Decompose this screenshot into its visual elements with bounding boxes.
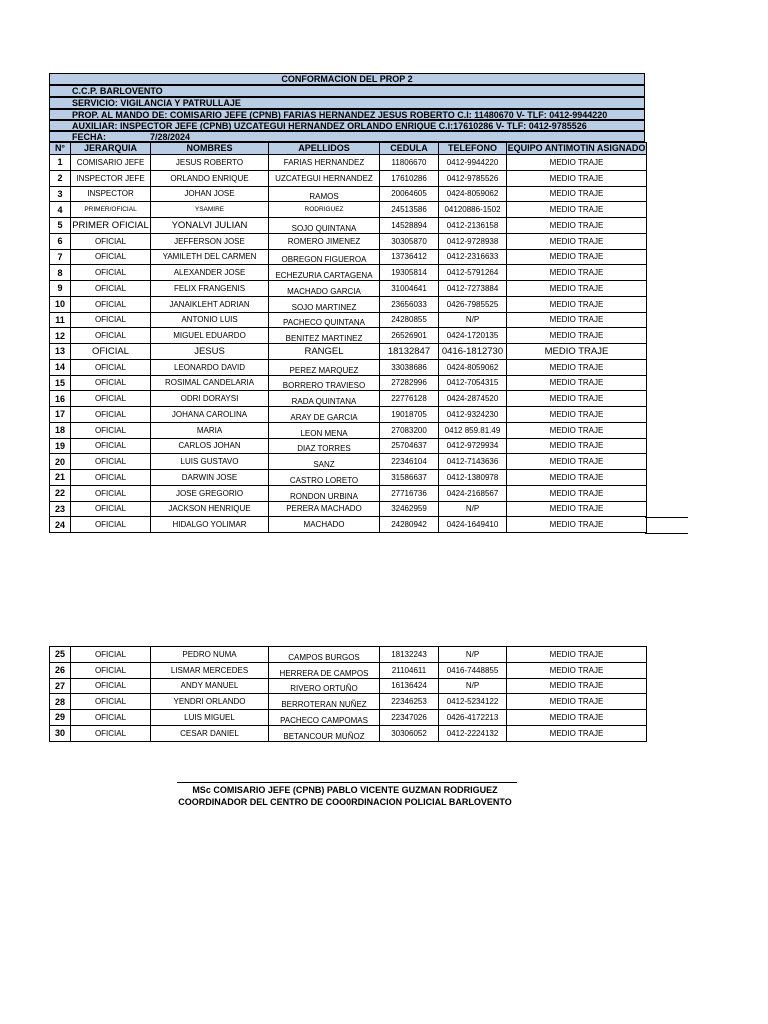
table-row	[50, 647, 647, 663]
cell-rank: OFICIAL	[71, 407, 151, 423]
cell-names: LEONARDO DAVID	[151, 359, 269, 375]
signature-line	[177, 782, 517, 783]
cell-surnames: SANZ	[269, 454, 380, 470]
table-row	[50, 186, 647, 202]
cell-rank: OFICIAL	[71, 296, 151, 312]
col-header-surnames: APELLIDOS	[269, 143, 380, 155]
cell-rank: OFICIAL	[71, 501, 151, 517]
cell-phone: 0424-2168567	[439, 485, 507, 501]
table-row	[50, 422, 647, 438]
col-header-phone: TELEFONO	[439, 143, 507, 155]
cell-phone: 0412-1380978	[439, 470, 507, 486]
cell-surnames: SOJO MARTINEZ	[269, 296, 380, 312]
cell-names: CESAR DANIEL	[151, 725, 269, 741]
table-row	[50, 312, 647, 328]
cell-surnames: PEREZ MARQUEZ	[269, 359, 380, 375]
cell-rank: OFICIAL	[71, 344, 151, 360]
cell-rank: OFICIAL	[71, 710, 151, 726]
cell-rank: COMISARIO JEFE	[71, 155, 151, 171]
cell-rank: OFICIAL	[71, 281, 151, 297]
date-value: 7/28/2024	[150, 132, 191, 142]
cell-equipment: MEDIO TRAJE	[507, 170, 647, 186]
cell-rank: OFICIAL	[71, 517, 151, 533]
cell-rank: OFICIAL	[71, 678, 151, 694]
cell-id: 19305814	[380, 265, 439, 281]
table-row	[50, 470, 647, 486]
cell-surnames: RONDON URBINA	[269, 485, 380, 501]
cell-phone: 0412-9785526	[439, 170, 507, 186]
cell-equipment: MEDIO TRAJE	[507, 517, 647, 533]
cell-names: JOHAN JOSE	[151, 186, 269, 202]
cell-surnames: BENITEZ MARTINEZ	[269, 328, 380, 344]
cell-number: 12	[50, 328, 71, 344]
roster-table	[49, 142, 647, 533]
cell-number: 11	[50, 312, 71, 328]
cell-surnames: RANGEL	[269, 344, 380, 360]
cell-phone: N/P	[439, 312, 507, 328]
cell-names: FELIX FRANGENIS	[151, 281, 269, 297]
table-row	[50, 249, 647, 265]
col-header-rank: JERARQUIA	[71, 143, 151, 155]
cell-id: 30306052	[380, 725, 439, 741]
cell-surnames: RAMOS	[269, 186, 380, 202]
cell-id: 30305870	[380, 233, 439, 249]
cell-names: DARWIN JOSE	[151, 470, 269, 486]
cell-phone: 0424-1720135	[439, 328, 507, 344]
cell-equipment: MEDIO TRAJE	[507, 312, 647, 328]
cell-phone: N/P	[439, 501, 507, 517]
cell-names: JESUS	[151, 344, 269, 360]
cell-number: 24	[50, 517, 71, 533]
cell-names: ODRI DORAYSI	[151, 391, 269, 407]
cell-equipment: MEDIO TRAJE	[507, 359, 647, 375]
col-header-number: N°	[50, 143, 71, 155]
cell-phone: 0426-7985525	[439, 296, 507, 312]
cell-equipment: MEDIO TRAJE	[507, 186, 647, 202]
table-extension-line	[645, 517, 688, 518]
col-header-equipment: EQUIPO ANTIMOTIN ASIGNADO	[507, 143, 646, 153]
cell-phone: 0412-2316633	[439, 249, 507, 265]
cell-names: MARIA	[151, 422, 269, 438]
cell-rank: OFICIAL	[71, 233, 151, 249]
commander-row: PROP. AL MANDO DE: COMISARIO JEFE (CPNB) FARIAS HERNANDEZ JESUS ROBERTO C.I: 11480670 V- TLF: 0412-9944220	[49, 109, 645, 120]
cell-equipment: MEDIO TRAJE	[507, 328, 647, 344]
cell-names: JOSE GREGORIO	[151, 485, 269, 501]
cell-rank: INSPECTOR JEFE	[71, 170, 151, 186]
cell-equipment: MEDIO TRAJE	[507, 470, 647, 486]
cell-rank: OFICIAL	[71, 647, 151, 663]
cell-phone: 0412 859.81.49	[439, 422, 507, 438]
table-row	[50, 662, 647, 678]
table-extension-line	[645, 533, 688, 534]
cell-surnames: ARAY DE GARCIA	[269, 407, 380, 423]
cell-phone: 0412-7143636	[439, 454, 507, 470]
cell-surnames: RODRIGUEZ	[269, 202, 380, 218]
cell-equipment: MEDIO TRAJE	[507, 391, 647, 407]
cell-id: 18132243	[380, 647, 439, 663]
table-row	[50, 485, 647, 501]
cell-names: ALEXANDER JOSE	[151, 265, 269, 281]
cell-rank: OFICIAL	[71, 375, 151, 391]
table-row	[50, 170, 647, 186]
cell-equipment: MEDIO TRAJE	[507, 438, 647, 454]
cell-phone: 0412-9728938	[439, 233, 507, 249]
cell-number: 13	[50, 344, 71, 360]
cell-phone: 0424-8059062	[439, 359, 507, 375]
table-header-row	[50, 143, 647, 155]
cell-id: 26526901	[380, 328, 439, 344]
date-row	[49, 131, 645, 142]
table-row	[50, 438, 647, 454]
cell-equipment: MEDIO TRAJE	[507, 454, 647, 470]
cell-rank: OFICIAL	[71, 359, 151, 375]
cell-equipment: MEDIO TRAJE	[507, 155, 647, 171]
auxiliary-row: AUXILIAR: INSPECTOR JEFE (CPNB) UZCATEGUI HERNANDEZ ORLANDO ENRIQUE C.I:17610286 V- TLF: 0412-9785526	[49, 120, 645, 131]
cell-number: 17	[50, 407, 71, 423]
roster-table-continued	[49, 646, 647, 742]
cell-phone: 0412-5234122	[439, 694, 507, 710]
cell-equipment: MEDIO TRAJE	[507, 647, 647, 663]
cell-id: 22346253	[380, 694, 439, 710]
cell-rank: OFICIAL	[71, 725, 151, 741]
cell-id: 23656033	[380, 296, 439, 312]
cell-number: 26	[50, 662, 71, 678]
cell-names: HIDALGO YOLIMAR	[151, 517, 269, 533]
cell-number: 28	[50, 694, 71, 710]
cell-phone: 0416-1812730	[439, 344, 507, 360]
cell-number: 25	[50, 647, 71, 663]
cell-names: JANAIKLEHT ADRIAN	[151, 296, 269, 312]
cell-equipment: MEDIO TRAJE	[507, 265, 647, 281]
cell-surnames: OBREGON FIGUEROA	[269, 249, 380, 265]
cell-names: JESUS ROBERTO	[151, 155, 269, 171]
cell-equipment: MEDIO TRAJE	[507, 678, 647, 694]
cell-equipment: MEDIO TRAJE	[507, 218, 647, 234]
cell-rank: OFICIAL	[71, 265, 151, 281]
table-row	[50, 694, 647, 710]
table-row	[50, 296, 647, 312]
cell-rank: OFICIAL	[71, 328, 151, 344]
cell-surnames: ROMERO JIMENEZ	[269, 233, 380, 249]
cell-number: 27	[50, 678, 71, 694]
cell-phone: 0412-7054315	[439, 375, 507, 391]
cell-rank: OFICIAL	[71, 694, 151, 710]
cell-equipment: MEDIO TRAJE	[507, 281, 647, 297]
unit-row: C.C.P. BARLOVENTO	[49, 85, 645, 97]
cell-names: LUIS MIGUEL	[151, 710, 269, 726]
cell-id: 19018705	[380, 407, 439, 423]
cell-equipment: MEDIO TRAJE	[507, 202, 647, 218]
cell-equipment: MEDIO TRAJE	[507, 249, 647, 265]
cell-equipment: MEDIO TRAJE	[507, 694, 647, 710]
cell-names: LISMAR MERCEDES	[151, 662, 269, 678]
cell-number: 6	[50, 233, 71, 249]
cell-surnames: BERROTERAN NUÑEZ	[269, 694, 380, 710]
signature-title: COORDINADOR DEL CENTRO DE COO0RDINACION POLICIAL BARLOVENTO	[178, 797, 512, 807]
cell-rank: OFICIAL	[71, 485, 151, 501]
cell-id: 20064605	[380, 186, 439, 202]
cell-equipment: MEDIO TRAJE	[507, 725, 647, 741]
cell-number: 21	[50, 470, 71, 486]
cell-number: 5	[50, 218, 71, 234]
cell-id: 14528894	[380, 218, 439, 234]
cell-number: 23	[50, 501, 71, 517]
cell-surnames: PACHECO QUINTANA	[269, 312, 380, 328]
cell-phone: N/P	[439, 678, 507, 694]
cell-rank: OFICIAL	[71, 312, 151, 328]
cell-names: YENDRI ORLANDO	[151, 694, 269, 710]
cell-id: 18132847	[380, 344, 439, 360]
table-row	[50, 678, 647, 694]
table-row	[50, 265, 647, 281]
cell-equipment: MEDIO TRAJE	[507, 233, 647, 249]
cell-names: MIGUEL EDUARDO	[151, 328, 269, 344]
cell-names: ORLANDO ENRIQUE	[151, 170, 269, 186]
cell-rank: OFICIAL	[71, 391, 151, 407]
cell-number: 30	[50, 725, 71, 741]
table-row	[50, 328, 647, 344]
cell-number: 22	[50, 485, 71, 501]
table-row	[50, 233, 647, 249]
cell-surnames: RADA QUINTANA	[269, 391, 380, 407]
cell-number: 29	[50, 710, 71, 726]
cell-rank: PRIMER OFICIAL	[71, 218, 151, 234]
cell-id: 24280942	[380, 517, 439, 533]
cell-phone: 0412-9324230	[439, 407, 507, 423]
cell-id: 16136424	[380, 678, 439, 694]
table-row	[50, 501, 647, 517]
cell-number: 4	[50, 202, 71, 218]
cell-phone: 0412-7273884	[439, 281, 507, 297]
table-row	[50, 344, 647, 360]
cell-equipment: MEDIO TRAJE	[507, 407, 647, 423]
table-row	[50, 155, 647, 171]
cell-surnames: LEON MENA	[269, 422, 380, 438]
cell-names: LUIS GUSTAVO	[151, 454, 269, 470]
cell-id: 31004641	[380, 281, 439, 297]
table-row	[50, 407, 647, 423]
cell-rank: OFICIAL	[71, 470, 151, 486]
cell-names: JOHANA CAROLINA	[151, 407, 269, 423]
cell-number: 8	[50, 265, 71, 281]
cell-number: 9	[50, 281, 71, 297]
cell-id: 24280855	[380, 312, 439, 328]
cell-equipment: MEDIO TRAJE	[507, 501, 647, 517]
cell-equipment: MEDIO TRAJE	[507, 422, 647, 438]
cell-phone: 0412-2136158	[439, 218, 507, 234]
cell-number: 10	[50, 296, 71, 312]
cell-phone: 0424-1649410	[439, 517, 507, 533]
cell-equipment: MEDIO TRAJE	[507, 710, 647, 726]
cell-rank: OFICIAL	[71, 249, 151, 265]
cell-id: 22776128	[380, 391, 439, 407]
cell-phone: 0412-5791264	[439, 265, 507, 281]
cell-names: YONALVI JULIAN	[151, 218, 269, 234]
cell-phone: 0412-2224132	[439, 725, 507, 741]
cell-number: 18	[50, 422, 71, 438]
cell-id: 25704637	[380, 438, 439, 454]
cell-names: YSAMIRE	[151, 202, 269, 218]
cell-id: 17610286	[380, 170, 439, 186]
table-row	[50, 454, 647, 470]
cell-equipment: MEDIO TRAJE	[507, 375, 647, 391]
cell-rank: PRIMER/OFICIAL	[71, 202, 151, 218]
table-row	[50, 725, 647, 741]
table-row	[50, 517, 647, 533]
cell-equipment: MEDIO TRAJE	[507, 485, 647, 501]
cell-id: 27282996	[380, 375, 439, 391]
cell-names: YAMILETH DEL CARMEN	[151, 249, 269, 265]
cell-equipment: MEDIO TRAJE	[507, 296, 647, 312]
cell-surnames: ECHEZURIA CARTAGENA	[269, 265, 380, 281]
cell-id: 24513586	[380, 202, 439, 218]
document-title: CONFORMACION DEL PROP 2	[49, 73, 645, 85]
cell-rank: INSPECTOR	[71, 186, 151, 202]
cell-phone: 0416-7448855	[439, 662, 507, 678]
cell-rank: OFICIAL	[71, 454, 151, 470]
table-row	[50, 202, 647, 218]
service-row: SERVICIO: VIGILANCIA Y PATRULLAJE	[49, 97, 645, 109]
cell-surnames: RIVERO ORTUÑO	[269, 678, 380, 694]
cell-number: 16	[50, 391, 71, 407]
cell-surnames: PACHECO CAMPOMAS	[269, 710, 380, 726]
cell-phone: 0424-2874520	[439, 391, 507, 407]
cell-names: CARLOS JOHAN	[151, 438, 269, 454]
cell-id: 13736412	[380, 249, 439, 265]
cell-surnames: MACHADO	[269, 517, 380, 533]
cell-names: PEDRO NUMA	[151, 647, 269, 663]
cell-id: 27716736	[380, 485, 439, 501]
cell-surnames: FARIAS HERNANDEZ	[269, 155, 380, 171]
cell-rank: OFICIAL	[71, 662, 151, 678]
cell-phone: 0412-9729934	[439, 438, 507, 454]
cell-rank: OFICIAL	[71, 422, 151, 438]
cell-number: 3	[50, 186, 71, 202]
cell-equipment: MEDIO TRAJE	[507, 662, 647, 678]
signature-name: MSc COMISARIO JEFE (CPNB) PABLO VICENTE GUZMAN RODRIGUEZ	[192, 785, 498, 795]
cell-number: 19	[50, 438, 71, 454]
cell-names: ANDY MANUEL	[151, 678, 269, 694]
cell-surnames: UZCATEGUI HERNANDEZ	[269, 170, 380, 186]
cell-id: 27083200	[380, 422, 439, 438]
col-header-names: NOMBRES	[151, 143, 269, 155]
cell-id: 21104611	[380, 662, 439, 678]
cell-number: 1	[50, 155, 71, 171]
cell-id: 31586637	[380, 470, 439, 486]
cell-number: 14	[50, 359, 71, 375]
cell-names: ANTONIO LUIS	[151, 312, 269, 328]
cell-rank: OFICIAL	[71, 438, 151, 454]
cell-surnames: PERERA MACHADO	[269, 501, 380, 517]
cell-id: 33038686	[380, 359, 439, 375]
cell-number: 15	[50, 375, 71, 391]
table-row	[50, 391, 647, 407]
cell-surnames: SOJO QUINTANA	[269, 218, 380, 234]
cell-surnames: DIAZ TORRES	[269, 438, 380, 454]
cell-surnames: MACHADO GARCIA	[269, 281, 380, 297]
cell-names: JACKSON HENRIQUE	[151, 501, 269, 517]
table-row	[50, 218, 647, 234]
cell-surnames: BORRERO TRAVIESO	[269, 375, 380, 391]
cell-phone: 0426-4172213	[439, 710, 507, 726]
cell-phone: 0412-9944220	[439, 155, 507, 171]
cell-number: 20	[50, 454, 71, 470]
cell-number: 7	[50, 249, 71, 265]
cell-names: ROSIMAL CANDELARIA	[151, 375, 269, 391]
cell-surnames: CAMPOS BURGOS	[269, 647, 380, 663]
table-row	[50, 710, 647, 726]
cell-phone: 04120886-1502	[439, 202, 507, 218]
cell-equipment: MEDIO TRAJE	[507, 344, 647, 360]
table-row	[50, 281, 647, 297]
cell-id: 11806670	[380, 155, 439, 171]
table-row	[50, 375, 647, 391]
cell-phone: N/P	[439, 647, 507, 663]
cell-surnames: CASTRO LORETO	[269, 470, 380, 486]
cell-id: 32462959	[380, 501, 439, 517]
cell-id: 22346104	[380, 454, 439, 470]
col-header-id: CEDULA	[380, 143, 439, 155]
table-row	[50, 359, 647, 375]
cell-id: 22347026	[380, 710, 439, 726]
cell-phone: 0424-8059062	[439, 186, 507, 202]
cell-names: JEFFERSON JOSE	[151, 233, 269, 249]
date-label: FECHA:	[72, 132, 106, 142]
cell-number: 2	[50, 170, 71, 186]
cell-surnames: BETANCOUR MUÑOZ	[269, 725, 380, 741]
cell-surnames: HERRERA DE CAMPOS	[269, 662, 380, 678]
